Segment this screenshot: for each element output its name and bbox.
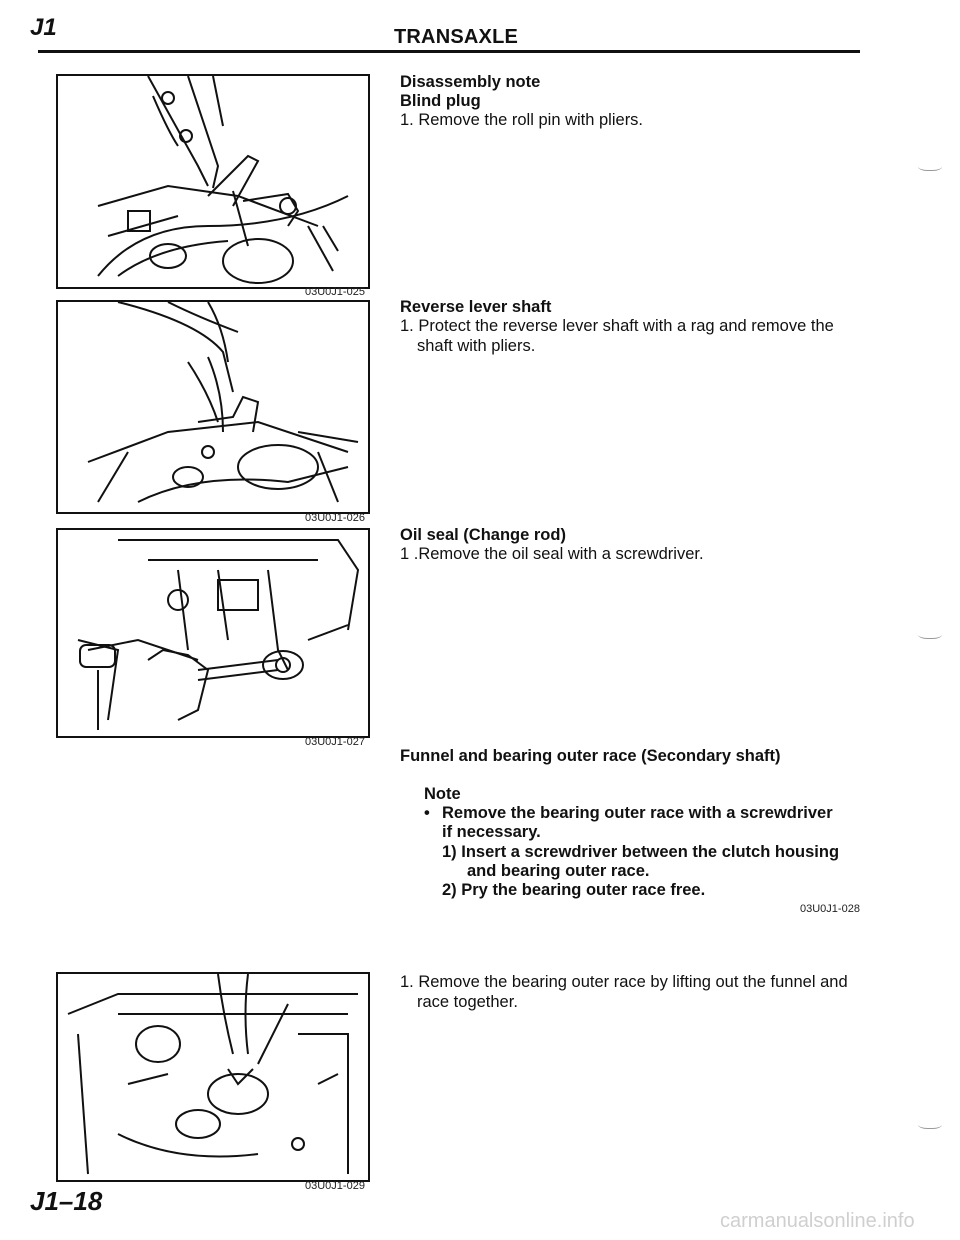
note-label: Note	[424, 785, 461, 803]
reverse-lever-step-line1: 1. Protect the reverse lever shaft with a rag and remove the	[400, 317, 834, 335]
note-code: 03U0J1-028	[800, 903, 860, 915]
header-rule	[38, 50, 860, 53]
note-sub1-line2: and bearing outer race.	[467, 862, 650, 880]
note-sub2: 2) Pry the bearing outer race free.	[442, 881, 706, 899]
pliers-reverse-lever-icon	[58, 302, 368, 512]
blind-plug-heading: Blind plug	[400, 92, 481, 110]
pliers-roll-pin-icon	[58, 76, 368, 287]
section-code: J1	[30, 14, 57, 41]
reverse-lever-heading: Reverse lever shaft	[400, 298, 552, 316]
disassembly-note-heading: Disassembly note	[400, 73, 541, 91]
figure-roll-pin	[56, 74, 370, 289]
funnel-step-line1: 1. Remove the bearing outer race by lifting out the funnel and	[400, 973, 848, 991]
figure-code: 03U0J1-026	[305, 512, 365, 524]
figure-reverse-lever	[56, 300, 370, 514]
figure-code: 03U0J1-025	[305, 286, 365, 298]
funnel-race-icon	[58, 974, 368, 1180]
note-bullet-line1: Remove the bearing outer race with a screwdriver	[442, 804, 833, 822]
reverse-lever-step-line2: shaft with pliers.	[417, 337, 536, 355]
watermark: carmanualsonline.info	[720, 1210, 915, 1232]
funnel-heading: Funnel and bearing outer race (Secondary shaft)	[400, 747, 781, 765]
figure-oil-seal	[56, 528, 370, 738]
blind-plug-step: 1. Remove the roll pin with pliers.	[400, 111, 644, 129]
bullet-icon: •	[424, 804, 430, 822]
margin-mark	[918, 1118, 942, 1129]
note-bullet	[424, 803, 833, 823]
oil-seal-heading: Oil seal (Change rod)	[400, 526, 566, 544]
funnel-step-line2: race together.	[417, 993, 518, 1011]
figure-code: 03U0J1-027	[305, 736, 365, 748]
hammer-screwdriver-icon	[58, 530, 368, 736]
oil-seal-step: 1 .Remove the oil seal with a screwdriver.	[400, 545, 704, 563]
note-sub1-line1: 1) Insert a screwdriver between the clutch housing	[442, 843, 840, 861]
page-title: TRANSAXLE	[394, 26, 519, 48]
note-bullet-line2: if necessary.	[442, 823, 541, 841]
figure-funnel	[56, 972, 370, 1182]
figure-code: 03U0J1-029	[305, 1180, 365, 1192]
margin-mark	[918, 628, 942, 639]
margin-mark	[918, 160, 942, 171]
page-number: J1–18	[30, 1186, 103, 1216]
